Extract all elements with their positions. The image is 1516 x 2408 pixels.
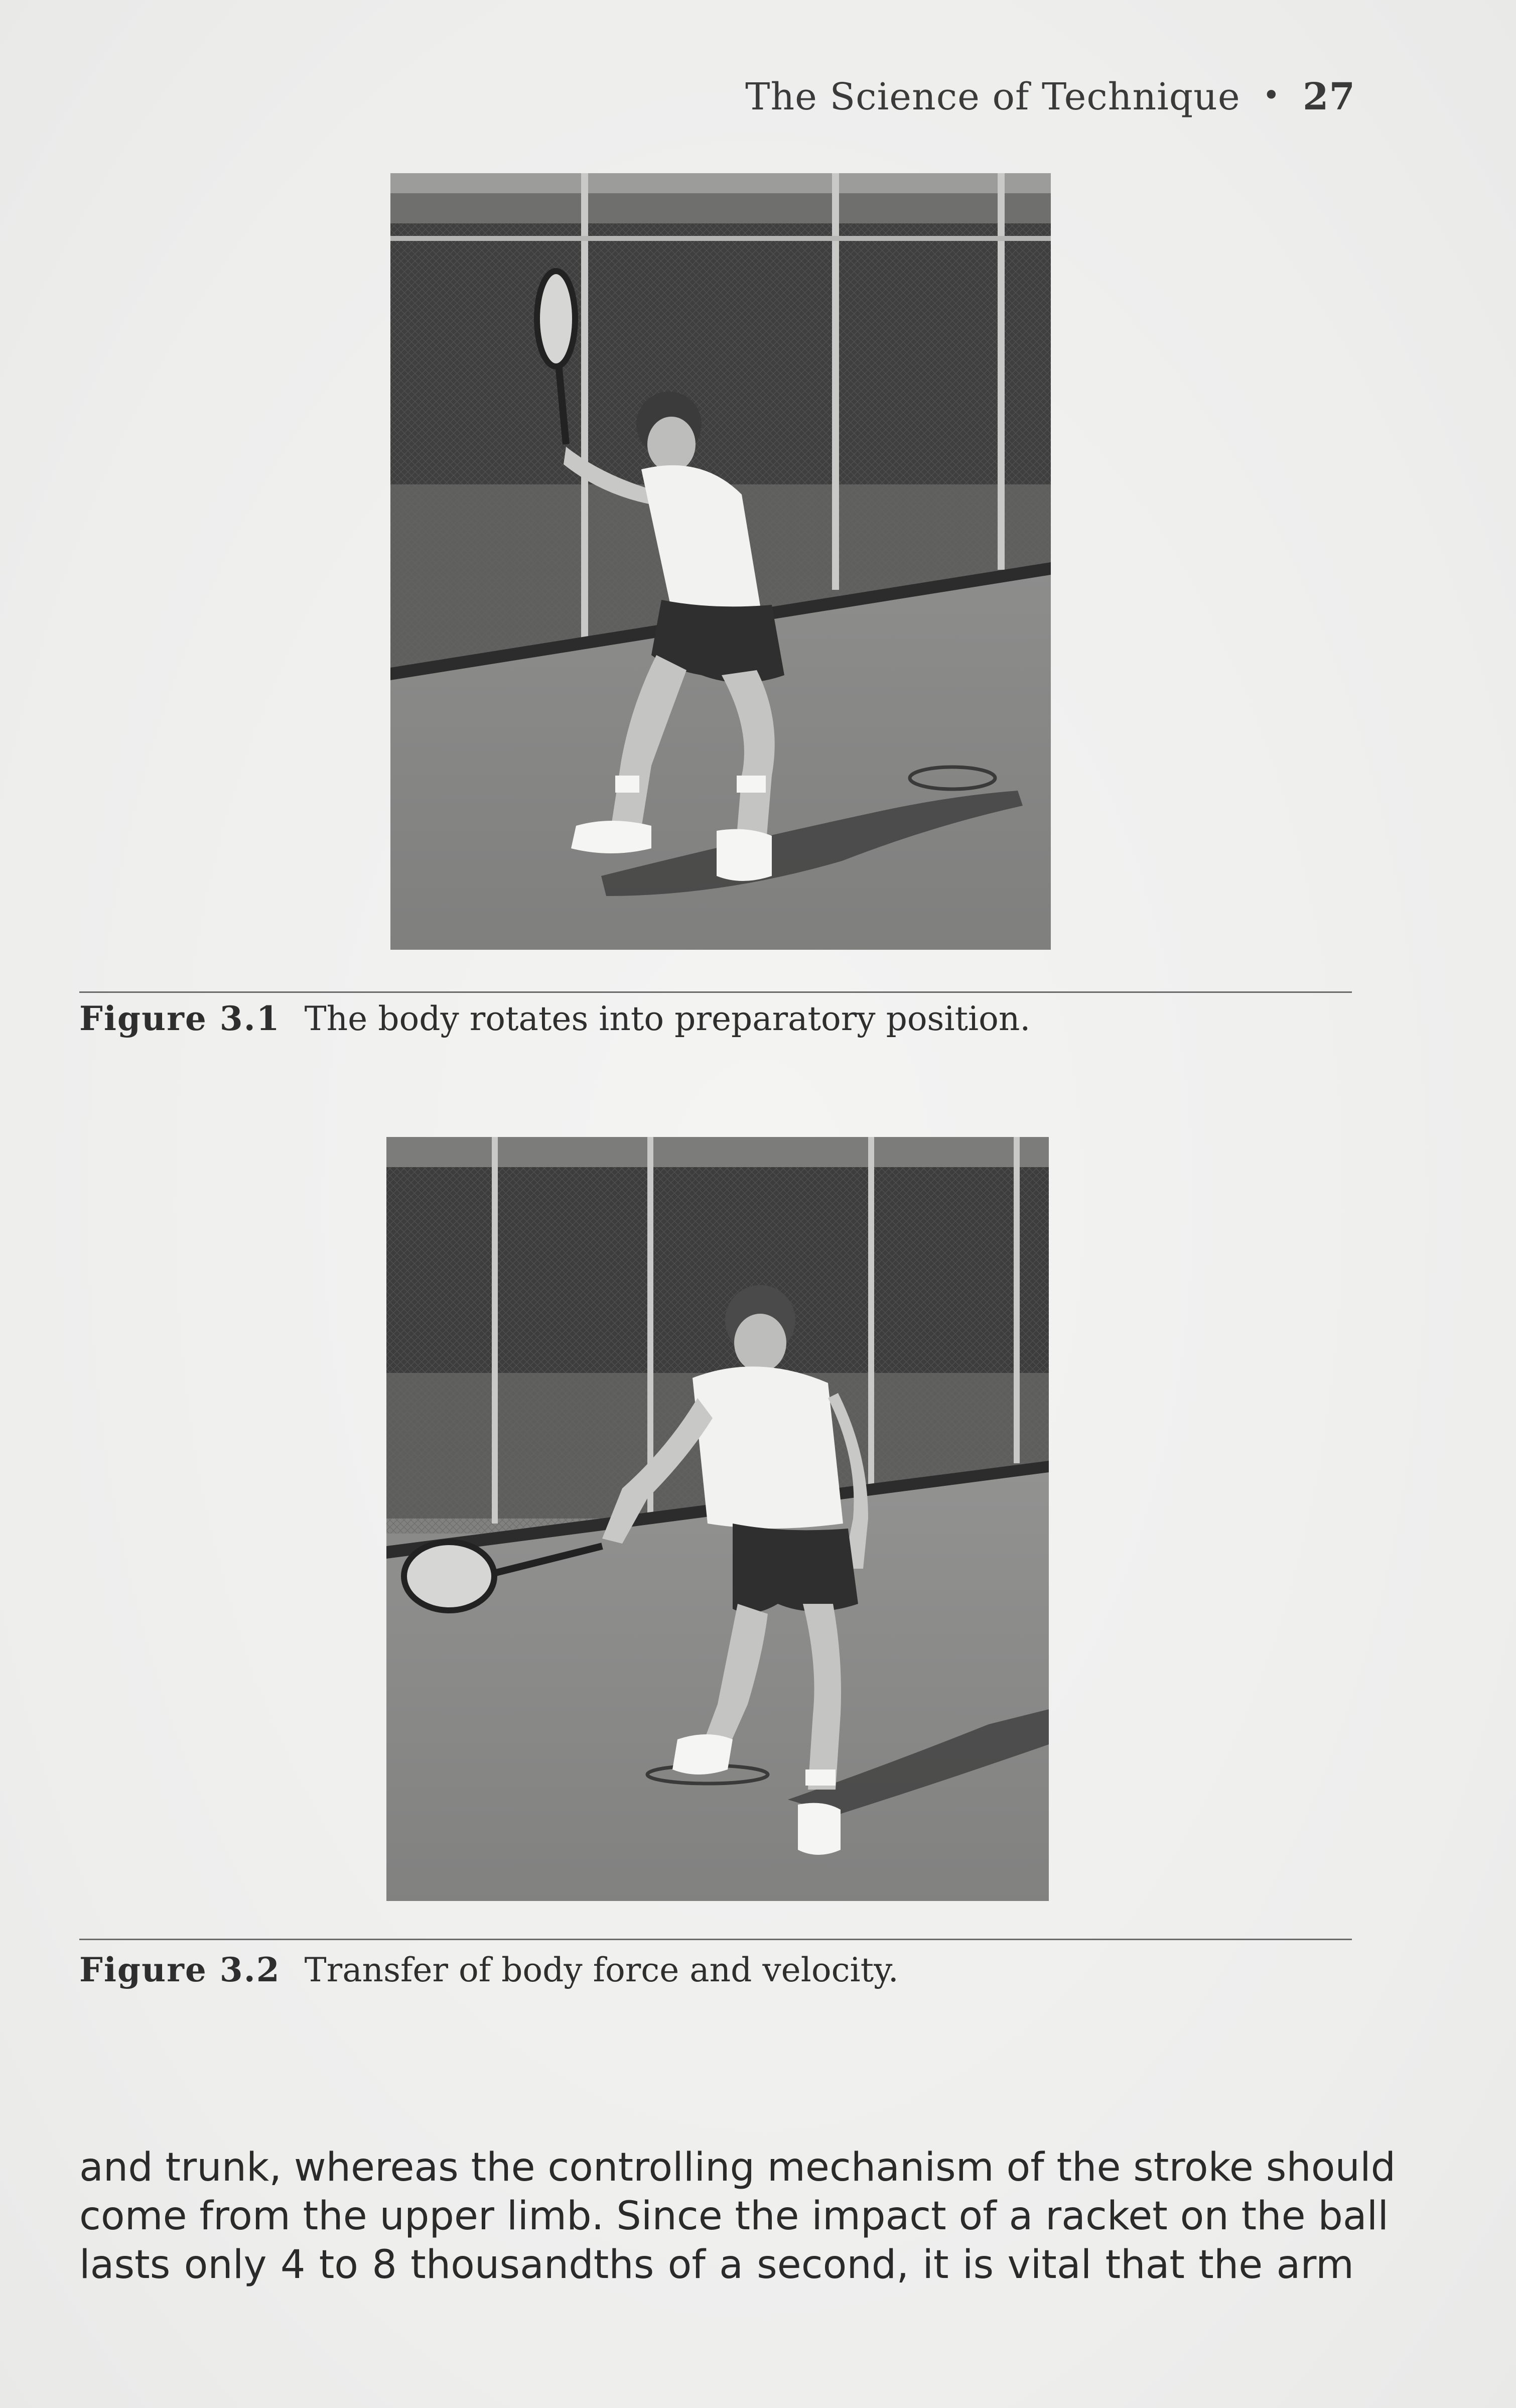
separator-dot: • (1262, 78, 1281, 113)
figure-label: Figure 3.1 (79, 999, 281, 1038)
figure-3-2-rule (79, 1939, 1352, 1940)
tennis-preparatory-photo (390, 173, 1051, 950)
body-paragraph (79, 2143, 1396, 2290)
running-head (745, 75, 1355, 118)
page-number: 27 (1303, 75, 1355, 118)
figure-caption-text: Transfer of body force and velocity. (304, 1951, 899, 1989)
figure-3-1-caption (79, 999, 1030, 1038)
text-line: come from the upper limb. Since the impact of a racket on the ball (79, 2194, 1389, 2239)
chapter-title: The Science of Technique (745, 75, 1241, 118)
figure-3-2-caption (79, 1950, 899, 1989)
figure-3-2-photo (386, 1137, 1049, 1901)
figure-3-1-photo (390, 173, 1051, 950)
text-line: lasts only 4 to 8 thousandths of a second, it is vital that the arm (79, 2242, 1354, 2288)
figure-caption-text: The body rotates into preparatory position. (304, 999, 1031, 1038)
figure-3-1-rule (79, 991, 1352, 993)
figure-label: Figure 3.2 (79, 1950, 281, 1989)
text-line: and trunk, whereas the controlling mechanism of the stroke should (79, 2145, 1396, 2190)
tennis-forward-swing-photo (386, 1137, 1049, 1901)
